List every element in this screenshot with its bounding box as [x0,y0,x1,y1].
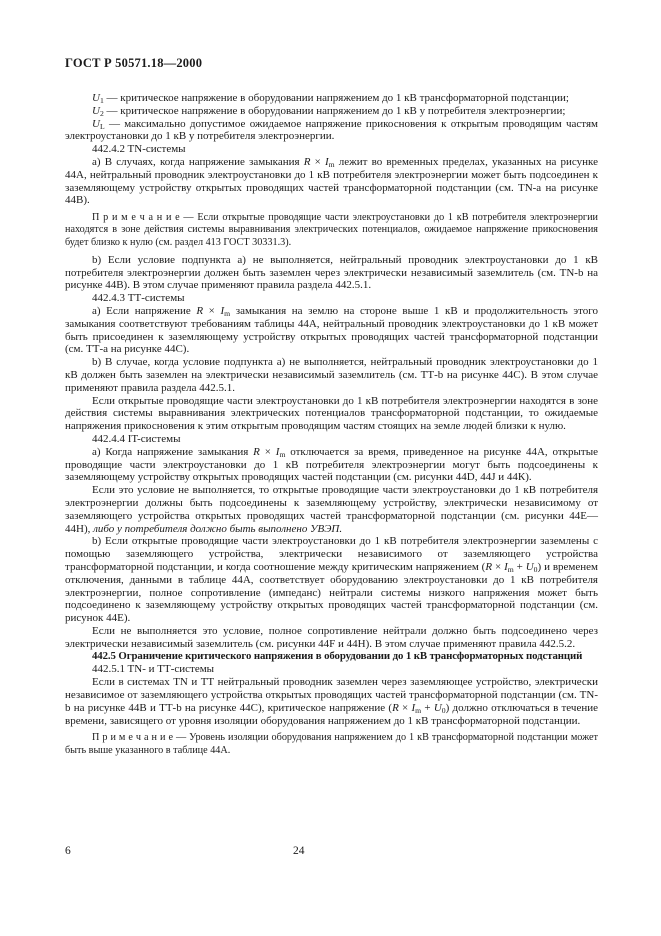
paragraph [65,676,598,727]
formula-variable: $I_m$ [504,560,514,574]
formula-variable: R [392,701,399,714]
formula-variable: $I_m$ [411,701,422,715]
text-run: a) В случаях, когда напряжение замыкания [92,155,304,168]
subscript: L [99,121,105,131]
subscript: 0 [533,564,538,574]
note-paragraph [65,732,598,756]
subscript: m [279,449,286,459]
text-run: П р и м е ч а н и е — Уровень изоляции оборудования напряжением до 1 кВ трансформаторной подстанции может быть выше указанного в таблице 44А. [65,732,598,756]
paragraph [65,305,598,356]
formula-variable: $U_0$ [433,701,446,715]
text-run: + [421,701,434,714]
subscript: m [224,308,231,318]
page-title: ГОСТ Р 50571.18—2000 [65,56,203,70]
subsection-heading [65,663,598,676]
text-run: ) должно отключаться в течение времени, зависящего от уровня изоляции оборудования напряжением до 1 кВ трансформаторной подстанции. [65,701,598,727]
text-run: × [259,445,276,458]
subscript: 0 [441,705,446,715]
formula-variable: R [196,304,204,317]
page-number-center: 24 [293,845,305,857]
text-run: 442.4.4 IT-системы [92,432,181,445]
subscript: 2 [99,108,104,118]
text-run: 442.4.3 ТТ-системы [92,292,185,305]
text-run: 442.5.1 TN- и ТТ-системы [92,663,215,676]
text-run: a) Если напряжение [92,304,197,317]
subsection-heading [65,433,598,446]
paragraph [65,535,598,625]
note-paragraph [65,212,598,249]
formula-variable: $U_L$ [92,117,105,131]
paragraph [65,446,598,484]
text-run: × [492,560,505,573]
formula-variable: $U_0$ [525,560,538,574]
section-heading [65,650,598,663]
text-run: b) В случае, когда условие подпункта a) не выполняется, нейтральный проводник электроустановки до 1 кВ должен быть заземлен на электрически независимый заземлитель (см. ТТ-b на рисунке 44С). В этом случае применяют правила раздела 442.5.1. [65,356,598,394]
text-run: П р и м е ч а н и е — Если открытые проводящие части электроустановки до 1 кВ потребителя электроэнергии находятся в зоне действия системы выравнивания электрических потенциалов, ожидаемое напряжение прикосновения будет близко к нулю (см. раздел 413 ГОСТ 30331.3). [65,212,598,248]
text-run: лежит во временных пределах, указанных на рисунке 44А, нейтральный проводник электроустановки до 1 кВ потребителя электроэнергии может быть подсоединен к заземляющему устройству открытых проводящих частей трансформаторной подстанции (см. TN-a на рисунке 44В). [65,155,598,207]
paragraph [65,254,598,292]
subsection-heading [65,292,598,305]
paragraph [65,105,598,118]
text-run: ) и временем отключения, данными в таблице 44А, соответствует оборудованию электроустановки до 1 кВ потребителя электроэнергии, полное сопротивление (импеданс) нейтрали системы низкого напряжения может быть подсоединено к заземляющему устройству открытых проводящих частей трансформаторной подстанции (см. рисунок 44Е). [65,560,598,625]
formula-variable: либо у потребителя должно быть выполнено УВЭП. [93,522,343,535]
page-number-left: 6 [65,845,71,857]
text-run: Если это условие не выполняется, то открытые проводящие части электроустановки до 1 кВ потребителя электроэнергии должны быть подсоединены к заземляющему устройству, электрически независимому от заземляющего устройства открытых проводящих частей трансформаторной подстанции (см. рисунки 44Е—44Н), [65,484,598,535]
document-body [65,92,598,762]
paragraph [65,118,598,144]
formula-variable: R [485,560,493,573]
formula-variable: R [303,155,311,168]
text-run: Если открытые проводящие части электроустановки до 1 кВ потребителя электроэнергии находятся в зоне действия системы выравнивания электрических потенциалов трансформаторной подстанции, то ожидаемые напряжения прикосновения к этим открытым проводящим частям стоящих на земле людей близки к нулю. [65,394,598,433]
text-run: × [398,701,412,714]
paragraph [65,484,598,535]
text-run: — максимально допустимое ожидаемое напряжение прикосновения к открытым проводящим частям электроустановки до 1 кВ у потребителя электроэнергии. [65,117,598,143]
text-run: + [513,560,526,573]
subsection-heading [65,143,598,156]
text-run: замыкания на землю на стороне выше 1 кВ и продолжительность этого замыкания соответствуют требованиям таблицы 44А, нейтральный проводник электроустановки до 1 кВ может быть присоединен к заземляющему устройству открытых проводящих частей трансформаторной подстанции (см. ТТ-а на рисунке 44С). [65,304,599,356]
text-run: — критическое напряжение в оборудовании напряжением до 1 кВ трансформаторной подстанции; [103,92,569,104]
formula-variable: $I_m$ [324,155,335,169]
formula-variable: $U_1$ [92,92,104,105]
subscript: m [328,159,335,169]
text-run: b) Если условие подпункта a) не выполняется, нейтральный проводник электроустановки до 1 кВ потребителя электроэнергии должен быть заземлен через электрически независимый заземлитель (см. TN-b на рисунке 44В). В этом случае применяют правила раздела 442.5.1. [65,253,598,292]
text-run: a) Когда напряжение замыкания [92,445,254,458]
formula-variable: $U_2$ [92,104,104,118]
text-run: × [310,155,325,168]
paragraph [65,625,598,651]
text-run: 442.5 Ограничение критического напряжения в оборудовании до 1 кВ трансформаторных подстанций [92,650,583,663]
formula-variable: R [253,445,260,458]
text-run: Если в системах TN и ТТ нейтральный проводник заземлен через заземляющее устройство, электрически независимое от заземляющего устройства открытых проводящих частей трансформаторной подстанции (см. TN-b на рисунке 44В и ТТ-b на рисунке 44С), критическое напряжение ( [65,676,598,714]
text-run: отключается за время, приведенное на рисунке 44А, открытые проводящие части электроустановки до 1 кВ потребителя электроэнергии могут быть подсоединены к заземляющему устройству открытых проводящих частей подстанции (см. рисунки 44D, 44J и 44К). [65,445,598,484]
subscript: m [415,705,422,715]
formula-variable: $I_m$ [275,445,286,459]
subscript: 1 [99,96,104,105]
paragraph [65,356,598,394]
text-run: — критическое напряжение в оборудовании напряжением до 1 кВ у потребителя электроэнергии; [103,104,566,117]
text-run: 442.4.2 TN-системы [92,143,186,156]
text-run: × [203,304,221,317]
subscript: m [507,564,514,574]
paragraph [65,92,598,105]
text-run: b) Если открытые проводящие части электроустановки до 1 кВ потребителя электроэнергии заземлены с помощью заземляющего устройства, электрически независимого от заземляющего устройства трансформаторной подстанции, и когда соотношение между критическим напряжением ( [65,535,598,573]
formula-variable: $I_m$ [220,304,231,318]
text-run: Если не выполняется это условие, полное сопротивление нейтрали должно быть подсоединено через электрически независимый заземлитель (см. рисунки 44F и 44Н). В этом случае применяют правила 442.5.2. [65,624,598,650]
paragraph [65,156,598,207]
paragraph [65,395,598,433]
